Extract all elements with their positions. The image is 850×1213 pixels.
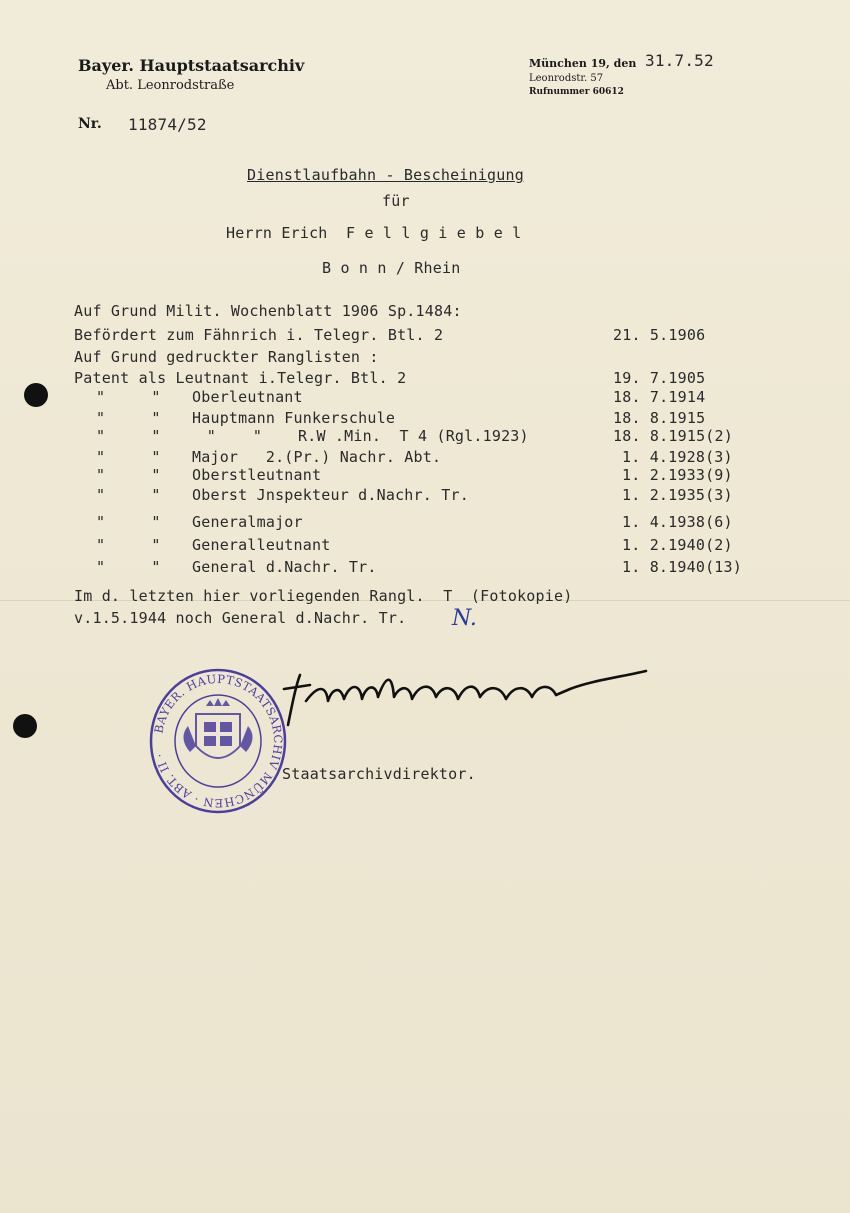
punch-hole — [13, 714, 37, 738]
recipient-name: Herrn Erich F e l l g i e b e l — [226, 224, 522, 242]
recipient-place: B o n n / Rhein — [322, 259, 461, 277]
ditto-marks: " " — [96, 486, 161, 504]
entry-date: 19. 7.1905 — [613, 369, 706, 387]
entry-text: Oberleutnant — [192, 388, 303, 406]
entry-text: Generalleutnant — [192, 536, 331, 554]
entry-text: Major 2.(Pr.) Nachr. Abt. — [192, 448, 442, 466]
source-line: Auf Grund gedruckter Ranglisten : — [74, 348, 379, 366]
letter-date: 31.7.52 — [645, 51, 714, 70]
entry-text: Patent als Leutnant i.Telegr. Btl. 2 — [74, 369, 407, 387]
ditto-marks: " " — [96, 388, 161, 406]
source-line: Auf Grund Milit. Wochenblatt 1906 Sp.1484: — [74, 302, 462, 320]
phone-number: Rufnummer 60612 — [529, 87, 624, 97]
stamp-outer-ring — [151, 670, 285, 812]
entry-text: Oberst Jnspekteur d.Nachr. Tr. — [192, 486, 469, 504]
director-signature — [270, 655, 650, 735]
entry-text: Oberstleutnant — [192, 466, 322, 484]
stamp-ring-text: BAYER. HAUPTSTAATSARCHIV MÜNCHEN · ABT. II · — [151, 671, 286, 811]
entry-text: Befördert zum Fähnrich i. Telegr. Btl. 2 — [74, 326, 444, 344]
entry-text: Generalmajor — [192, 513, 303, 531]
closing-line: Im d. letzten hier vorliegenden Rangl. T (Fotokopie) — [74, 587, 573, 605]
department-name: Abt. Leonrodstraße — [106, 78, 235, 93]
entry-date: 1. 2.1935(3) — [622, 486, 733, 504]
entry-date: 18. 8.1915 — [613, 409, 706, 427]
entry-date: 18. 8.1915(2) — [613, 427, 733, 445]
entry-date: 1. 4.1938(6) — [622, 513, 733, 531]
punch-hole — [24, 383, 48, 407]
coat-of-arms-icon — [183, 698, 252, 758]
entry-date: 1. 8.1940(13) — [622, 558, 742, 576]
entry-date: 18. 7.1914 — [613, 388, 706, 406]
ditto-marks: " " — [96, 448, 161, 466]
entry-date: 1. 4.1928(3) — [622, 448, 733, 466]
street-address: Leonrodstr. 57 — [529, 73, 604, 84]
handwritten-initial: N. — [452, 606, 477, 631]
archive-stamp — [148, 666, 288, 816]
entry-date: 1. 2.1933(9) — [622, 466, 733, 484]
entry-text: General d.Nachr. Tr. — [192, 558, 377, 576]
ditto-marks: " " — [96, 536, 161, 554]
for-label: für — [382, 192, 410, 210]
entry-text: R.W .Min. T 4 (Rgl.1923) — [298, 427, 529, 445]
ditto-marks: " " " " — [96, 427, 263, 445]
file-number: 11874/52 — [128, 115, 207, 134]
closing-line: v.1.5.1944 noch General d.Nachr. Tr. — [74, 609, 407, 627]
entry-date: 1. 2.1940(2) — [622, 536, 733, 554]
ditto-marks: " " — [96, 558, 161, 576]
entry-text: Hauptmann Funkerschule — [192, 409, 396, 427]
place-date-label: München 19, den — [529, 57, 637, 70]
ditto-marks: " " — [96, 409, 161, 427]
document-title: Dienstlaufbahn - Bescheinigung — [247, 166, 524, 184]
signature-title: Staatsarchivdirektor. — [282, 765, 476, 783]
ditto-marks: " " — [96, 513, 161, 531]
number-label: Nr. — [78, 116, 102, 132]
institution-name: Bayer. Hauptstaatsarchiv — [78, 56, 305, 75]
ditto-marks: " " — [96, 466, 161, 484]
entry-date: 21. 5.1906 — [613, 326, 706, 344]
